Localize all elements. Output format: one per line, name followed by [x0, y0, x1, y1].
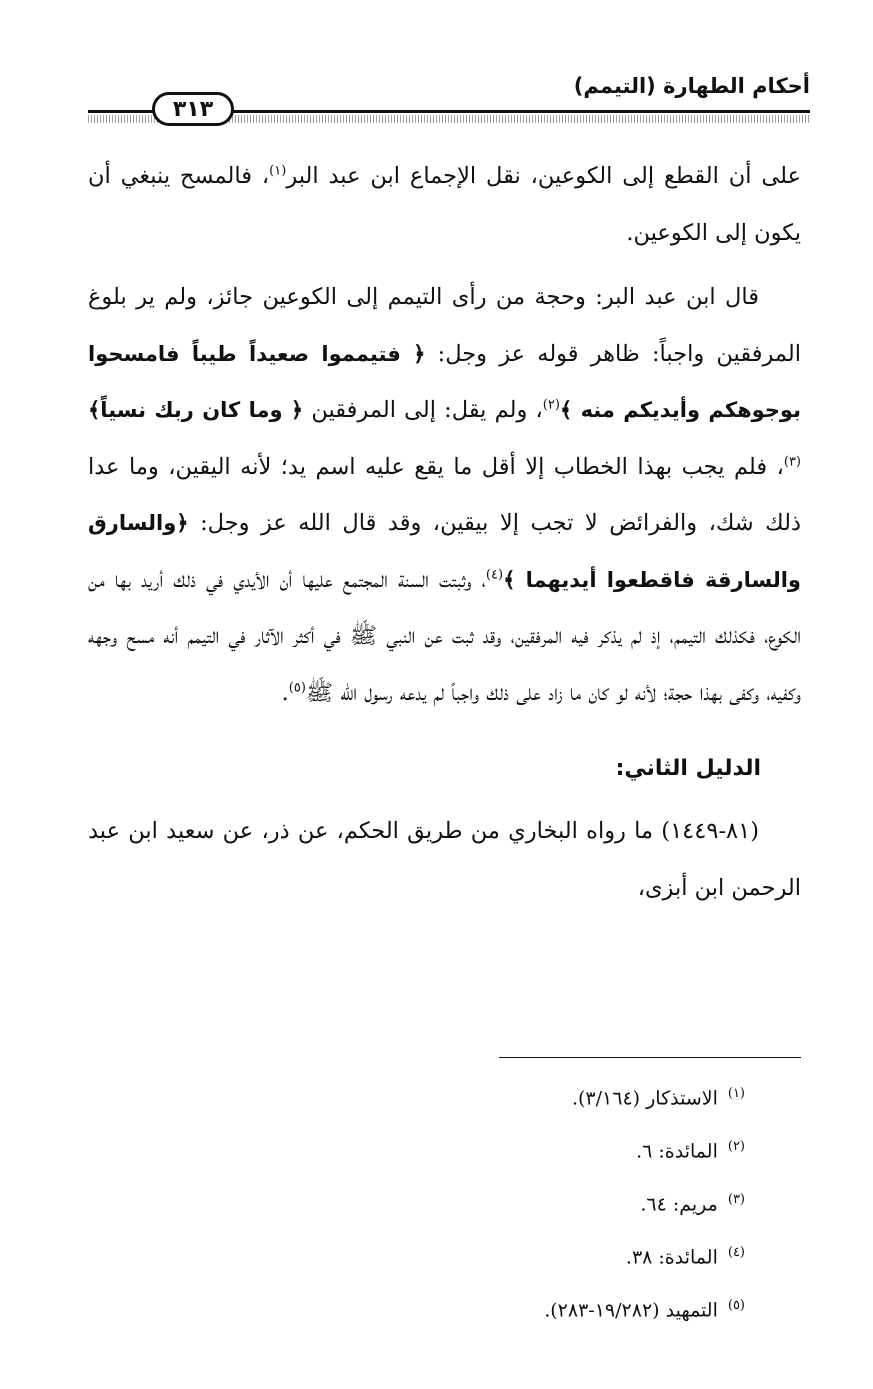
text-span: . — [281, 679, 289, 706]
footnote-text: المائدة: ٣٨. — [625, 1246, 718, 1269]
text-span: قال ابن عبد البر: وحجة من رأى التيمم إلى الكوعين جائز، ولم ير بلوغ المرفقين واجباً: ظاهر قوله عز وجل: — [88, 284, 801, 367]
footnote-number: (٣) — [727, 1192, 745, 1207]
footnote-ref-3: (٣) — [783, 454, 801, 469]
footnote-ref-5: (٥) — [288, 680, 306, 695]
text-span: ، فالمسح ينبغي أن يكون إلى الكوعين. — [88, 163, 801, 246]
footnote-3 — [245, 1186, 745, 1239]
footnote-2 — [245, 1133, 745, 1186]
footnote-5 — [245, 1292, 745, 1345]
main-text — [88, 148, 801, 916]
footnote-divider — [499, 1057, 801, 1058]
footnote-number: (٢) — [727, 1139, 745, 1154]
quran-verse-3: ﴿والسارق والسارقة فاقطعوا أيديهما ﴾ — [88, 511, 801, 592]
page-number: ٣١٣ — [152, 92, 234, 126]
quran-verse-1: ﴿ فتيمموا صعيداً طيباً فامسحوا بوجوهكم وأيديكم منه ﴾ — [88, 341, 801, 422]
footnote-text: التمهيد (١٩/٢٨٢-٢٨٣). — [544, 1299, 718, 1322]
text-span: ، وثبتت السنة المجتمع عليها أن الأيدي في ذلك أريد بها من الكوع، فكذلك التيمم، إذ لم يذكر فيه المرفقين، وقد ثبت عن النبي ﷺ في أكثر الآثار في التيمم أنه مسح وجهه وكفيه، وكفى بهذا حجة؛ لأنه لو كان ما زاد على ذلك واجباً لم يدعه رسول الله ﷺ — [88, 566, 801, 706]
footnote-ref-4: (٤) — [485, 567, 504, 582]
footnotes — [245, 1080, 745, 1345]
footnote-text: الاستذكار (٣/١٦٤). — [571, 1087, 718, 1110]
footnote-4 — [245, 1239, 745, 1292]
footnote-number: (١) — [727, 1086, 745, 1101]
section-heading: الدليل الثاني: — [615, 756, 761, 781]
footnote-ref-2: (٢) — [542, 397, 560, 413]
page-header — [88, 68, 810, 132]
text-span: على أن القطع إلى الكوعين، نقل الإجماع ابن عبد البر — [286, 163, 801, 189]
running-title: أحكام الطهارة (التيمم) — [573, 74, 810, 98]
text-span: ، فلم يجب بهذا الخطاب إلا أقل ما يقع عليه اسم يد؛ لأنه اليقين، وما عدا ذلك شك، والفرائض لا تجب إلا بيقين، وقد قال الله عز وجل: — [88, 453, 801, 536]
footnote-1 — [245, 1080, 745, 1133]
footnote-text: المائدة: ٦. — [636, 1140, 718, 1163]
footnote-number: (٤) — [727, 1245, 745, 1260]
paragraph-2 — [88, 269, 801, 721]
footnote-ref-1: (١) — [269, 163, 287, 179]
footnote-text: مريم: ٦٤. — [640, 1193, 718, 1216]
quran-verse-2: ﴿ وما كان ربك نسياً﴾ — [88, 398, 304, 422]
paragraph-1 — [88, 148, 801, 261]
footnote-number: (٥) — [727, 1298, 745, 1313]
text-span: ، ولم يقل: إلى المرفقين — [303, 397, 543, 423]
paragraph-3: (٨١-١٤٤٩) ما رواه البخاري من طريق الحكم، عن ذر، عن سعيد ابن عبد الرحمن ابن أبزى، — [88, 818, 801, 901]
